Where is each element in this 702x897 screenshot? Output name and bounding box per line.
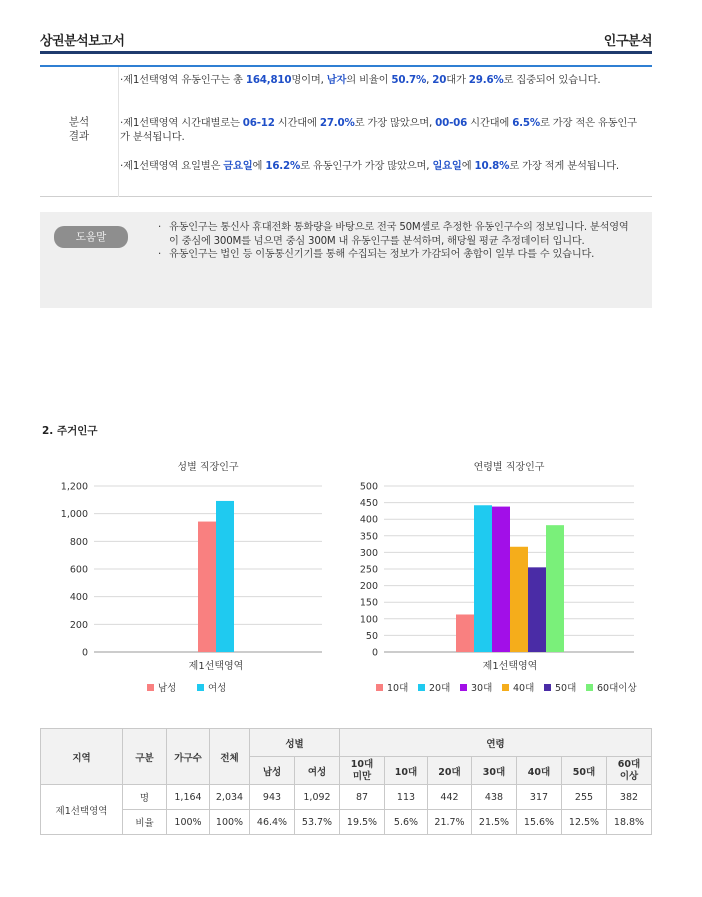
legend-swatch [502,684,509,691]
header-age-40: 40대 [517,757,562,785]
legend-swatch [147,684,154,691]
header-gender: 성별 [250,729,340,757]
age-cell: 18.8% [607,810,652,835]
legend-label: 50대 [555,683,577,694]
age-cell: 317 [517,785,562,810]
age-cell: 19.5% [340,810,385,835]
result-paragraph-1: ·제1선택영역 유동인구는 총 164,810명이며, 남자의 비율이 50.7%, 20대가 29.6%로 집중되어 있습니다. [120,74,601,86]
help-item: · 유동인구는 법인 등 이동통신기기를 통해 수집되는 정보가 가감되어 총합이 일부 다를 수 있습니다. [158,249,595,260]
female-cell: 1,092 [295,785,340,810]
chart-title: 성별 직장인구 [177,462,239,473]
header-age-30: 30대 [472,757,517,785]
header-region: 지역 [41,729,123,785]
y-tick-label: 400 [69,592,88,604]
header-type: 구분 [123,729,167,785]
age-cell: 442 [428,785,472,810]
header-female: 여성 [295,757,340,785]
legend-label: 10대 [387,683,409,694]
section-name: 인구분석 [603,34,652,49]
y-tick-label: 300 [359,547,378,559]
help-box [40,212,652,308]
y-tick-label: 1,000 [60,509,88,521]
age-cell: 113 [385,785,428,810]
header-male: 남성 [250,757,295,785]
male-cell: 46.4% [250,810,295,835]
population-table [40,728,652,835]
result-divider [118,67,119,197]
legend-label: 40대 [513,683,535,694]
y-tick-label: 1,200 [60,481,88,493]
header-rule [40,51,652,54]
table-row [41,785,652,810]
bar [198,522,216,652]
bar [474,505,492,652]
type-cell: 비율 [123,810,167,835]
header-age: 연령 [340,729,652,757]
bar [546,525,564,652]
legend-swatch [460,684,467,691]
header-age-20: 20대 [428,757,472,785]
analysis-result [40,67,652,197]
x-tick-label: 제1선택영역 [482,661,538,672]
result-paragraph-3: ·제1선택영역 요일별은 금요일에 16.2%로 유동인구가 가장 많았으며, 일요일에 10.8%로 가장 적게 분석됩니다. [120,160,620,172]
age-chart [350,455,652,700]
bar [492,507,510,652]
report-title: 상권분석보고서 [40,34,125,49]
header-age-10: 10대 [385,757,428,785]
gender-chart [40,455,340,700]
legend-swatch [544,684,551,691]
age-cell: 255 [562,785,607,810]
y-tick-label: 600 [69,564,88,576]
y-tick-label: 200 [359,581,378,593]
legend-label: 30대 [471,683,493,694]
y-tick-label: 100 [359,614,378,626]
age-cell: 382 [607,785,652,810]
y-tick-label: 200 [69,619,88,631]
y-tick-label: 500 [359,481,378,493]
total-cell: 100% [210,810,250,835]
legend-swatch [197,684,204,691]
region-cell: 제1선택영역 [41,785,123,835]
header-age-50: 50대 [562,757,607,785]
age-cell: 5.6% [385,810,428,835]
total-cell: 2,034 [210,785,250,810]
legend-swatch [376,684,383,691]
y-tick-label: 0 [81,647,88,659]
households-cell: 1,164 [167,785,210,810]
result-label: 분석 결과 [68,116,90,142]
chart-title: 연령별 직장인구 [473,462,545,473]
y-tick-label: 0 [371,647,378,659]
y-tick-label: 800 [69,536,88,548]
legend-label: 여성 [208,683,227,694]
age-cell: 438 [472,785,517,810]
table-row [41,810,652,835]
y-tick-label: 150 [359,597,378,609]
y-tick-label: 350 [359,531,378,543]
result-paragraph-2: ·제1선택영역 시간대별로는 06-12 시간대에 27.0%로 가장 많았으며, 00-06 시간대에 6.5%로 가장 적은 유동인구가 분석됩니다. [120,117,637,143]
legend-swatch [586,684,593,691]
y-tick-label: 400 [359,514,378,526]
legend-label: 20대 [429,683,451,694]
y-tick-label: 50 [365,630,378,642]
x-tick-label: 제1선택영역 [188,661,244,672]
legend-label: 60대이상 [597,683,637,694]
section-title: 2. 주거인구 [42,425,98,437]
female-cell: 53.7% [295,810,340,835]
age-cell: 12.5% [562,810,607,835]
header-age-under10: 10대 미만 [340,757,385,785]
bar [510,547,528,652]
legend-label: 남성 [158,683,177,694]
households-cell: 100% [167,810,210,835]
y-tick-label: 250 [359,564,378,576]
legend-swatch [418,684,425,691]
male-cell: 943 [250,785,295,810]
header-households: 가구수 [167,729,210,785]
help-item: · 유동인구는 통신사 휴대전화 통화량을 바탕으로 전국 50M셀로 추정한 유동인구수의 정보입니다. 분석영역이 중심에 300M를 넘으면 중심 300M 내 유동인구를 분석하며, 해당월 평균 추정데이터 입니다. [158,222,629,247]
age-cell: 15.6% [517,810,562,835]
header-total: 전체 [210,729,250,785]
y-tick-label: 450 [359,498,378,510]
bar [528,567,546,652]
header-age-60: 60대 이상 [607,757,652,785]
bar [456,614,474,652]
help-badge: 도움말 [54,226,128,248]
bar [216,501,234,652]
page-header [40,28,652,52]
age-cell: 21.7% [428,810,472,835]
type-cell: 명 [123,785,167,810]
age-cell: 21.5% [472,810,517,835]
help-list [158,221,638,262]
age-cell: 87 [340,785,385,810]
